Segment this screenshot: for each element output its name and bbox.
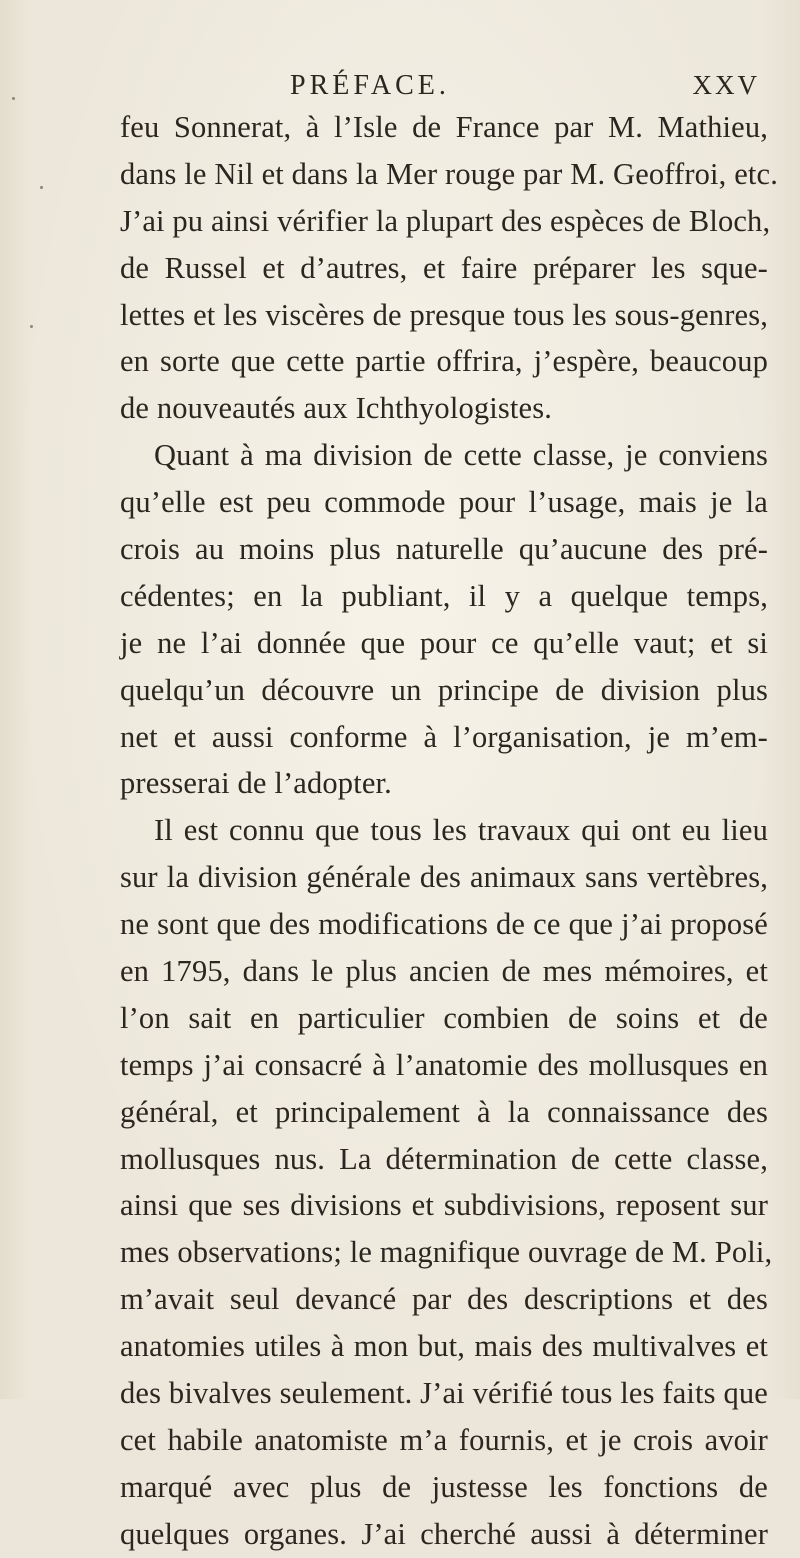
paragraph-1 (120, 104, 778, 432)
text-line: mes observations; le magnifique ouvrage de M. Poli, (120, 1235, 773, 1270)
text-line: marqué avec plus de justesse les fonctions de (120, 1469, 768, 1504)
text-line: presserai de l’adopter. (120, 766, 392, 801)
text-line: m’avait seul devancé par des descriptions et des (120, 1282, 768, 1317)
text-line: de nouveautés aux Ichthyologistes. (120, 391, 552, 426)
text-line: ainsi que ses divisions et subdivisions, reposent sur (120, 1188, 768, 1223)
text-line: général, et principalement à la connaissance des (120, 1094, 768, 1129)
margin-speck (12, 97, 15, 100)
text-line: quelques organes. J’ai cherché aussi à déterminer (120, 1516, 768, 1551)
text-line: lettes et les viscères de presque tous les sous-genres, (120, 297, 768, 332)
text-line: sur la division générale des animaux sans vertèbres, (120, 860, 768, 895)
text-line: de Russel et d’autres, et faire préparer les sque- (120, 250, 768, 285)
text-line: je ne l’ai donnée que pour ce qu’elle vaut; et si (120, 625, 768, 660)
text-line: net et aussi conforme à l’organisation, je m’em- (120, 719, 768, 754)
text-line: ne sont que des modifications de ce que j’ai proposé (120, 907, 768, 942)
text-line: J’ai pu ainsi vérifier la plupart des espèces de Bloch, (120, 203, 771, 238)
text-line: qu’elle est peu commode pour l’usage, mais je la (120, 485, 768, 520)
page-number: XXV (692, 70, 760, 100)
text-line: anatomies utiles à mon but, mais des multivalves et (120, 1329, 768, 1364)
margin-speck (30, 325, 33, 328)
paragraph-2 (120, 432, 768, 807)
text-line: crois au moins plus naturelle qu’aucune des pré- (120, 532, 768, 567)
text-line: quelqu’un découvre un principe de division plus (120, 672, 768, 707)
text-line: en sorte que cette partie offrira, j’espère, beaucoup (120, 344, 768, 379)
margin-speck (40, 186, 43, 189)
text-line: Il est connu que tous les travaux qui ont eu lieu (154, 813, 768, 848)
running-title: PRÉFACE. (290, 70, 450, 101)
text-line: feu Sonnerat, à l’Isle de France par M. Mathieu, (120, 110, 768, 144)
text-line: cet habile anatomiste m’a fournis, et je crois avoir (120, 1422, 768, 1457)
text-line: l’on sait en particulier combien de soins et de (120, 1000, 768, 1035)
page-header (0, 58, 800, 101)
text-line: Quant à ma division de cette classe, je conviens (154, 438, 768, 473)
text-line: mollusques nus. La détermination de cette classe, (120, 1141, 768, 1176)
text-line: cédentes; en la publiant, il y a quelque temps, (120, 578, 768, 613)
text-line: temps j’ai consacré à l’anatomie des mollusques en (120, 1047, 768, 1082)
paragraph-3 (120, 807, 773, 1557)
text-line: dans le Nil et dans la Mer rouge par M. Geoffroi, etc. (120, 156, 778, 191)
body-text (120, 104, 778, 1558)
text-line: des bivalves seulement. J’ai vérifié tous les faits que (120, 1376, 768, 1411)
text-line: en 1795, dans le plus ancien de mes mémoires, et (120, 954, 768, 989)
